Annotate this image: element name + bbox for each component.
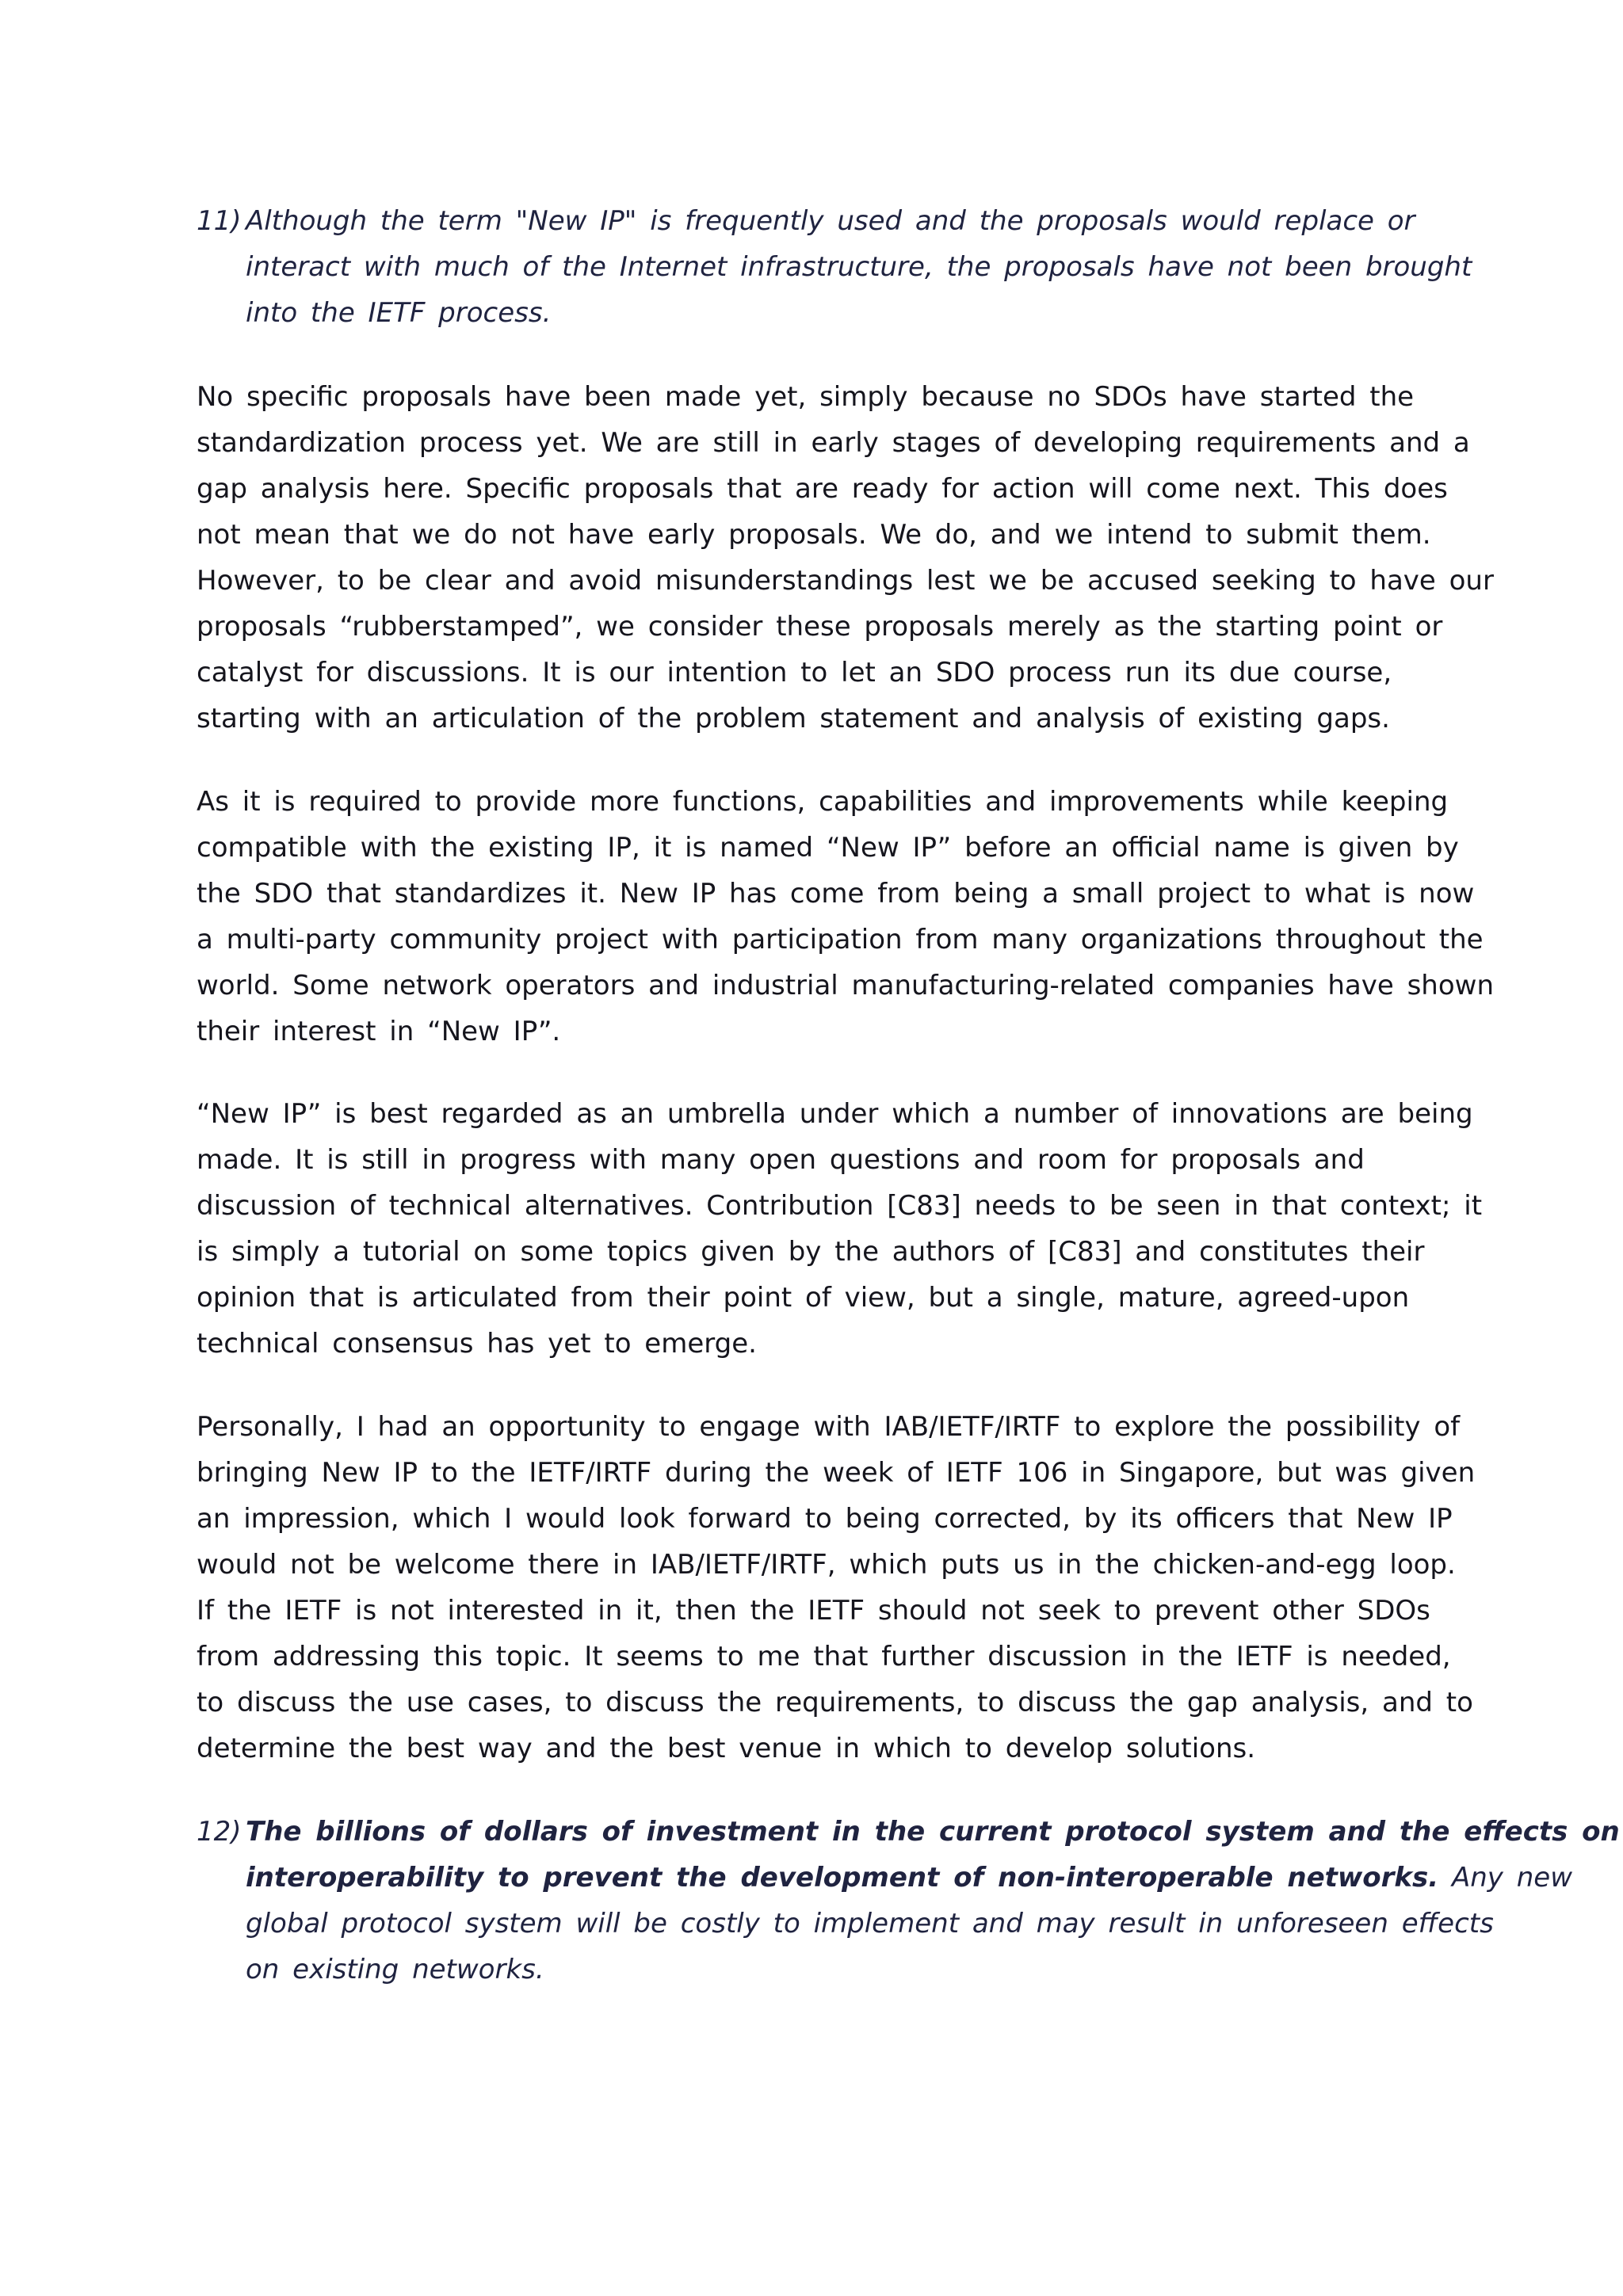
- paragraph-line: starting with an articulation of the problem statement and analysis of existing gaps.: [197, 703, 1390, 734]
- paragraph-line: an impression, which I would look forward to being corrected, by its officers that New IP: [197, 1503, 1453, 1535]
- paragraph-2: [197, 779, 1494, 1055]
- paragraph-line: their interest in “New IP”.: [197, 1016, 561, 1047]
- paragraph-line: bringing New IP to the IETF/IRTF during the week of IETF 106 in Singapore, but was given: [197, 1457, 1476, 1489]
- paragraph-line: technical consensus has yet to emerge.: [197, 1328, 757, 1360]
- question-11: [197, 198, 1472, 336]
- paragraph-line: compatible with the existing IP, it is named “New IP” before an official name is given by: [197, 832, 1459, 864]
- question-number: 11): [197, 205, 242, 237]
- paragraph-line: determine the best way and the best venue in which to develop solutions.: [197, 1733, 1256, 1764]
- question-number: 12): [197, 1816, 242, 1848]
- paragraph-line: made. It is still in progress with many open questions and room for proposals and: [197, 1144, 1365, 1176]
- question-line: interact with much of the Internet infrastructure, the proposals have not been brought: [246, 251, 1472, 283]
- paragraph-line: opinion that is articulated from their point of view, but a single, mature, agreed-upon: [197, 1282, 1410, 1314]
- paragraph-line: If the IETF is not interested in it, then the IETF should not seek to prevent other SDOs: [197, 1595, 1430, 1627]
- question-rest-phrase: Any new: [1438, 1862, 1573, 1894]
- paragraph-line: No specific proposals have been made yet, simply because no SDOs have started the: [197, 381, 1415, 413]
- paragraph-line: “New IP” is best regarded as an umbrella under which a number of innovations are being: [197, 1098, 1473, 1130]
- question-line: global protocol system will be costly to implement and may result in unforeseen effects: [246, 1908, 1494, 1939]
- question-bold-phrase: interoperability to prevent the development of non-interoperable networks.: [246, 1862, 1439, 1894]
- paragraph-line: discussion of technical alternatives. Contribution [C83] needs to be seen in that context; it: [197, 1190, 1483, 1222]
- paragraph-line: gap analysis here. Specific proposals that are ready for action will come next. This does: [197, 473, 1448, 505]
- question-line: Although the term "New IP" is frequently used and the proposals would replace or: [246, 205, 1415, 237]
- paragraph-line: However, to be clear and avoid misunderstandings lest we be accused seeking to have our: [197, 565, 1494, 597]
- paragraph-line: is simply a tutorial on some topics given by the authors of [C83] and constitutes their: [197, 1236, 1425, 1268]
- paragraph-line: not mean that we do not have early proposals. We do, and we intend to submit them.: [197, 519, 1431, 551]
- paragraph-line: proposals “rubberstamped”, we consider these proposals merely as the starting point or: [197, 611, 1443, 643]
- question-line: into the IETF process.: [246, 297, 552, 329]
- paragraph-line: a multi-party community project with participation from many organizations throughout the: [197, 924, 1484, 955]
- paragraph-3: [197, 1091, 1483, 1367]
- question-line-bold: The billions of dollars of investment in the current protocol system and the effects on: [246, 1816, 1620, 1848]
- question-line-mixed: [246, 1855, 1573, 1901]
- paragraph-line: Personally, I had an opportunity to engage with IAB/IETF/IRTF to explore the possibility of: [197, 1411, 1461, 1443]
- paragraph-1: [197, 374, 1494, 742]
- question-line: on existing networks.: [246, 1954, 544, 1985]
- paragraph-line: catalyst for discussions. It is our intention to let an SDO process run its due course,: [197, 657, 1392, 688]
- paragraph-4: [197, 1404, 1476, 1772]
- question-12: [197, 1809, 1620, 1993]
- paragraph-line: standardization process yet. We are still in early stages of developing requirements and a: [197, 427, 1470, 459]
- paragraph-line: to discuss the use cases, to discuss the requirements, to discuss the gap analysis, and to: [197, 1687, 1473, 1718]
- paragraph-line: As it is required to provide more functions, capabilities and improvements while keeping: [197, 786, 1449, 818]
- paragraph-line: the SDO that standardizes it. New IP has come from being a small project to what is now: [197, 878, 1475, 910]
- paragraph-line: would not be welcome there in IAB/IETF/IRTF, which puts us in the chicken-and-egg loop.: [197, 1549, 1456, 1581]
- paragraph-line: world. Some network operators and industrial manufacturing-related companies have shown: [197, 970, 1494, 1001]
- paragraph-line: from addressing this topic. It seems to me that further discussion in the IETF is needed,: [197, 1641, 1451, 1672]
